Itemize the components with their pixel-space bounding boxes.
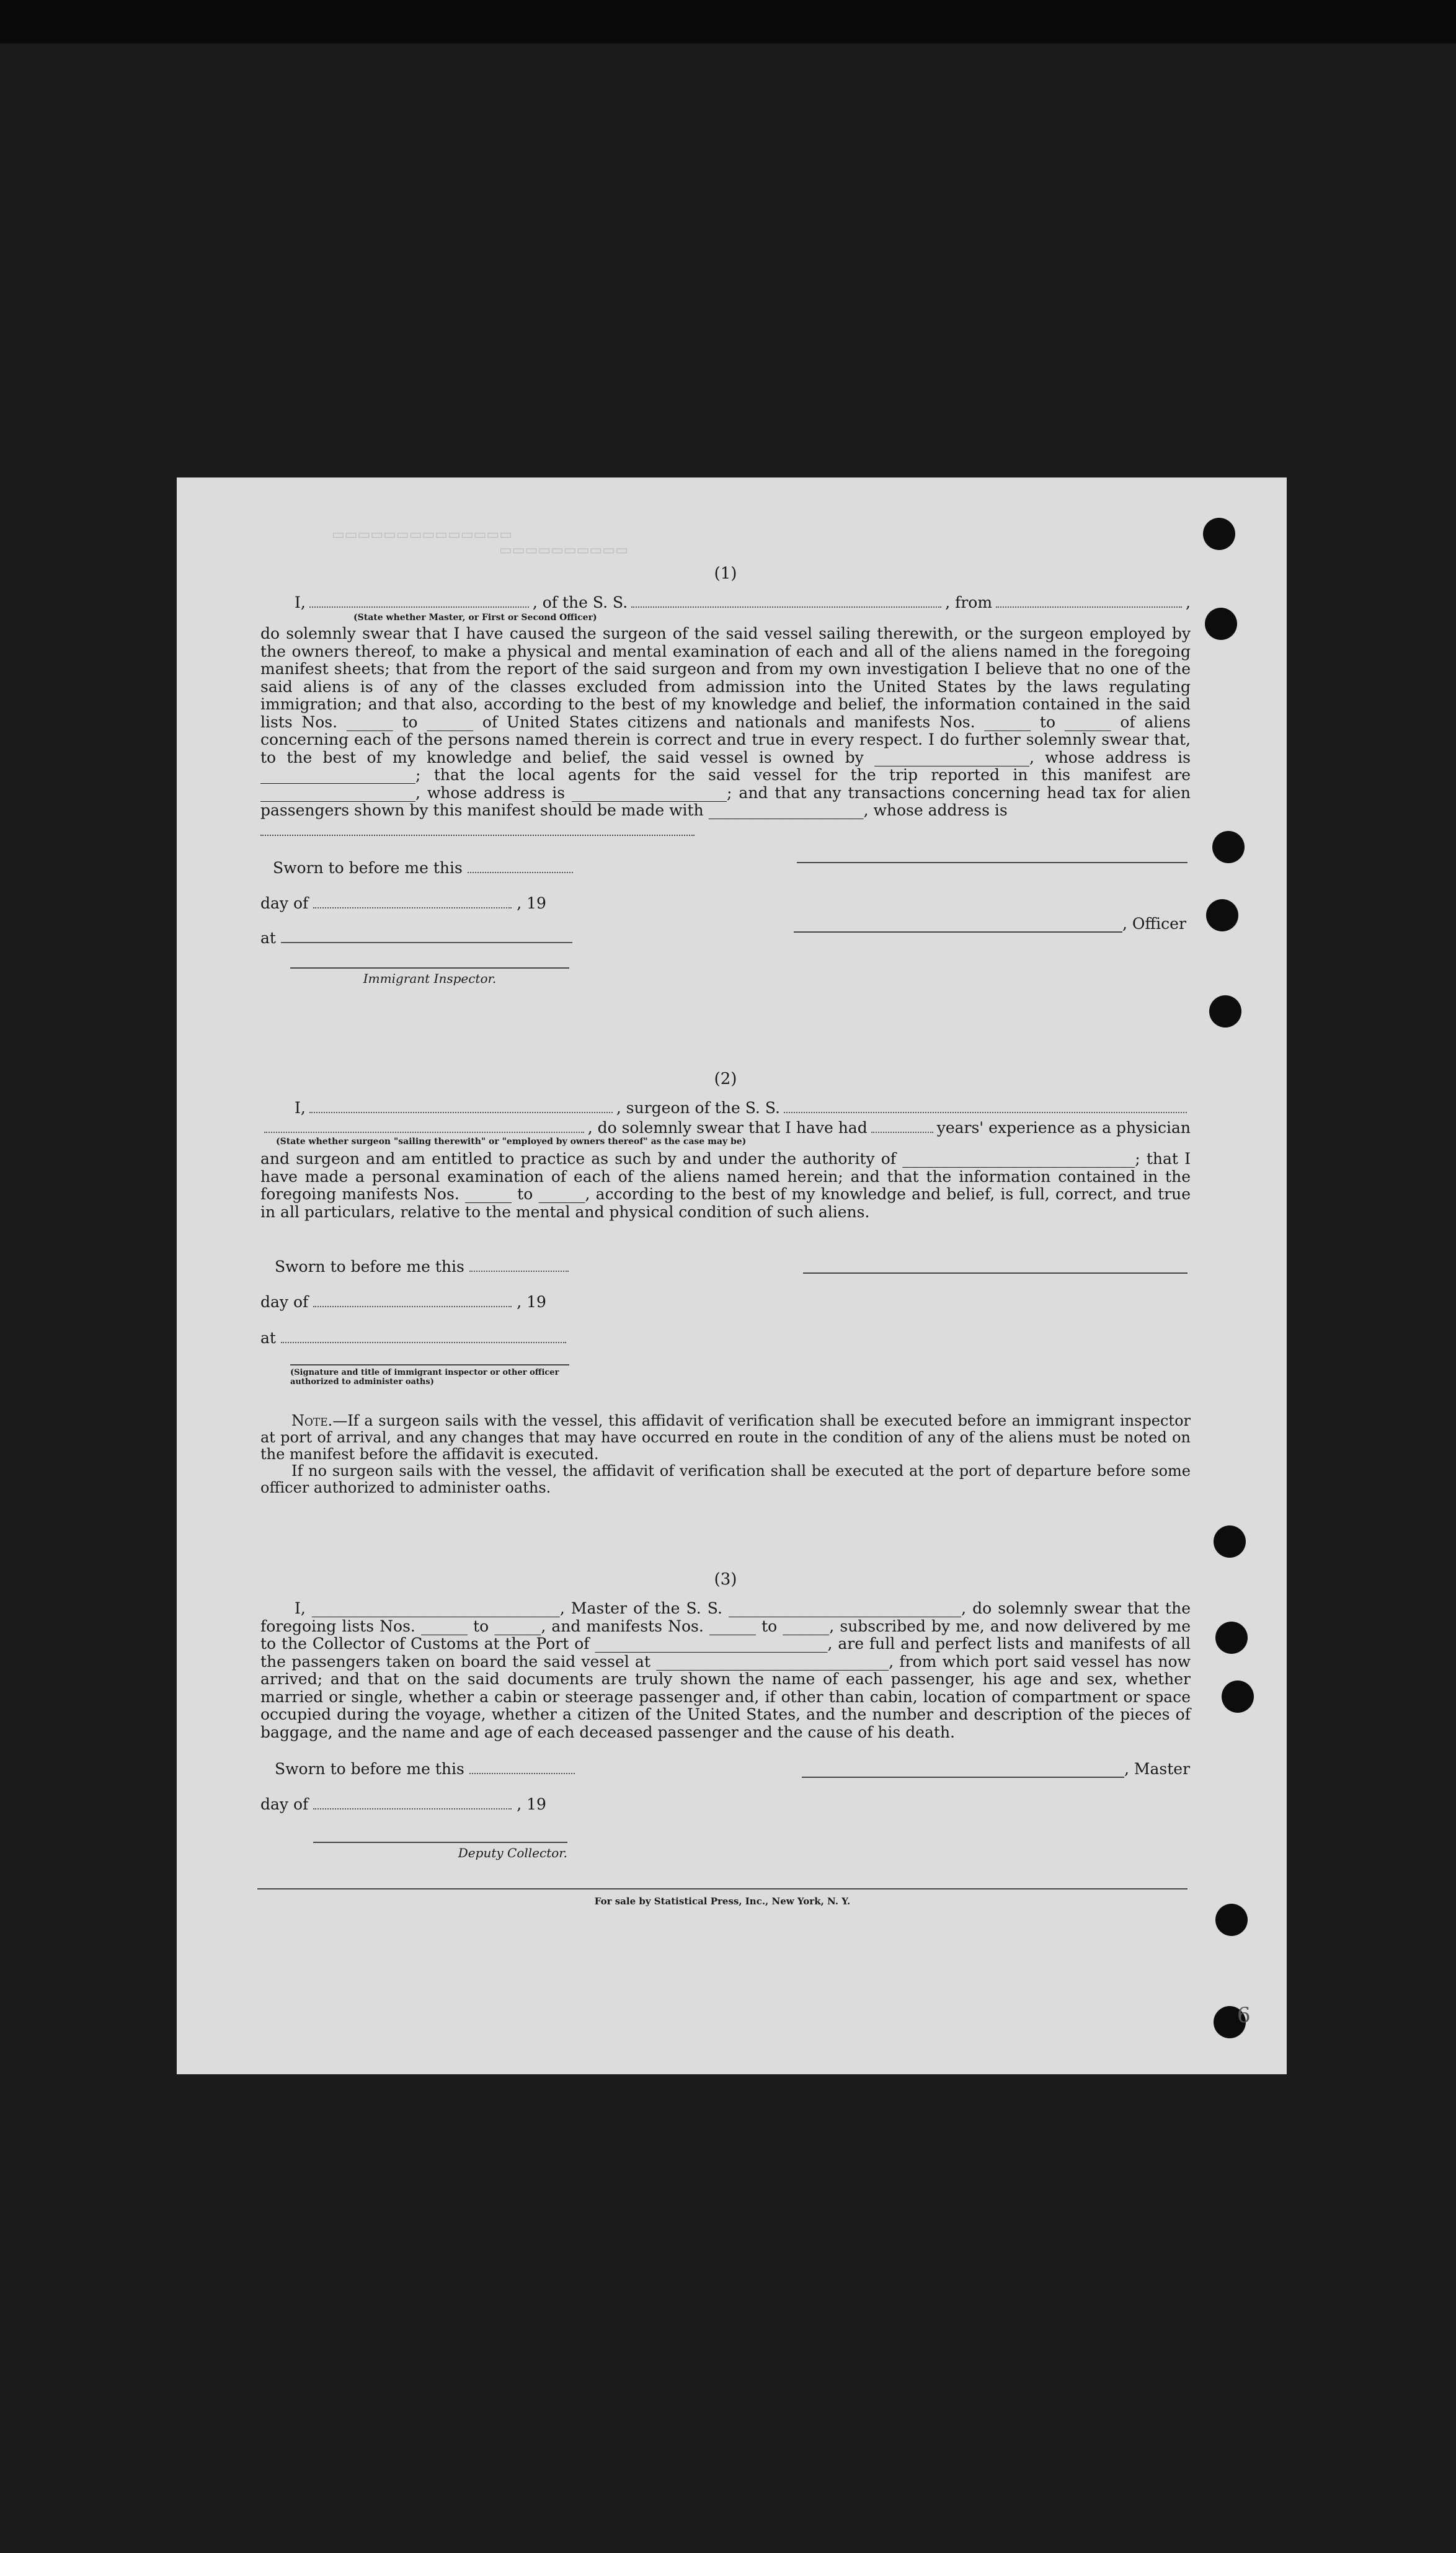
section-number: (1): [714, 564, 737, 583]
punch-hole: [1212, 831, 1245, 863]
at-row: at: [260, 1329, 566, 1347]
day-row: day of , 19: [260, 1293, 546, 1311]
officer-row: , Officer: [794, 915, 1186, 933]
section-1: [260, 564, 1191, 836]
inspector-block: Immigrant Inspector.: [290, 967, 569, 986]
at-field[interactable]: [281, 942, 572, 943]
day-row: day of , 19: [260, 1795, 546, 1813]
punch-hole: [1206, 899, 1238, 931]
day-field[interactable]: [313, 1306, 512, 1307]
at-field[interactable]: [281, 1342, 566, 1343]
collector-block: Deputy Collector.: [313, 1842, 567, 1860]
note-text-2: If no surgeon sails with the vessel, the affidavit of verification shall be executed at the port of departure before some officer authorized to administer oaths.: [260, 1462, 1191, 1496]
sworn-day-field[interactable]: [468, 872, 573, 873]
bleed-through: ▭▭▭▭▭▭▭▭▭▭▭▭▭▭: [332, 527, 513, 543]
day-field[interactable]: [313, 907, 512, 908]
section-3: [260, 1570, 1191, 1741]
punch-hole: [1222, 1681, 1254, 1713]
at-row: at: [260, 929, 572, 947]
bleed-through: ▭▭▭▭▭▭▭▭▭▭: [499, 543, 628, 558]
note-block: [260, 1413, 1191, 1496]
sworn-row: Sworn to before me this: [275, 1760, 575, 1778]
signature-line[interactable]: [797, 862, 1187, 863]
punch-hole: [1214, 1525, 1246, 1558]
printer-footer: For sale by Statistical Press, Inc., New York, N. Y.: [257, 1888, 1187, 1907]
section2-line2: , do solemnly swear that I have had years' experience as a physician: [260, 1119, 1191, 1137]
sworn-row: Sworn to before me this: [273, 859, 573, 877]
surgeon-type-field[interactable]: [264, 1132, 584, 1133]
surgeon-name-field[interactable]: [309, 1112, 613, 1113]
sworn-row: Sworn to before me this: [275, 1258, 569, 1276]
punch-hole: [1203, 518, 1235, 550]
punch-hole: [1215, 1622, 1248, 1654]
master-signature[interactable]: [802, 1777, 1124, 1778]
scanner-top-band: [0, 0, 1456, 43]
section2-line1: I, , surgeon of the S. S.: [260, 1099, 1191, 1117]
punch-hole: [1205, 608, 1237, 640]
name-field[interactable]: [309, 606, 529, 608]
collector-signature[interactable]: [313, 1842, 567, 1843]
surgeon-signature-line[interactable]: [803, 1272, 1187, 1274]
oath-paragraph: do solemnly swear that I have caused the surgeon of the said vessel sailing therewith, or the surgeon employed by the owners thereof, to make a physical and mental examination of each and all of the aliens named in the foregoing manifest sheets; that from the report of the said surgeon and from my own investigation I believe that no one of the said aliens is of any of the classes excluded from admission into the United States by the laws regulating immigration; and that also, according to the best of my knowledge and belief, the information contained in the said lists Nos. ______ to ______ of United States citizens and nationals and manifests Nos. ______ to ______ of aliens concerning each of the persons named therein is correct and true in every respect. I do further solemnly swear that, to the best of my knowledge and belief, the said vessel is owned by ____________________, whose address is ____________________; that the local agents for the said vessel for the trip reported in this manifest are ____________________, whose address is ____________________; and that any transactions concerning head tax for alien passengers shown by this manifest should be made with ____________________, whose address is: [260, 624, 1191, 819]
punch-hole: [1209, 995, 1241, 1028]
note-label: Note.: [291, 1412, 333, 1429]
officer-signature[interactable]: [794, 931, 1122, 933]
caption: (State whether Master, or First or Second Officer): [353, 613, 597, 623]
day-row: day of , 19: [260, 894, 546, 912]
sig-caption-block: (Signature and title of immigrant inspector or other officer authorized to administer oaths): [290, 1364, 569, 1387]
surgeon-paragraph: and surgeon and am entitled to practice as such by and under the authority of ______________________________; that I have made a personal examination of each of the aliens named herein; and that the information contained in the foregoing manifests Nos. ______ to ______, according to the best of my knowledge and belief, is full, correct, and true in all particulars, relative to the mental and physical condition of such aliens.: [260, 1150, 1191, 1221]
section-number: (3): [714, 1570, 737, 1589]
section-number: (2): [714, 1070, 737, 1088]
sworn-day-field[interactable]: [469, 1773, 575, 1774]
sworn-day-field[interactable]: [469, 1271, 569, 1272]
address-line[interactable]: [260, 835, 695, 836]
master-paragraph: I, ________________________________, Master of the S. S. ______________________________, do solemnly swear that the foregoing lists Nos. ______ to ______, and manifests Nos. ______ to ______, subscribed by me, and now delivered by me to the Collector of Customs at the Port of ______________________________, are full and perfect lists and manifests of all the passengers taken on board the said vessel at ______________________________, from which port said vessel has now arrived; and that on the said documents are truly shown the name of each passenger, his age and sex, whether married or single, whether a cabin or steerage passenger and, if other than cabin, location of compartment or space occupied during the voyage, whether a citizen of the United States, and the number and description of the pieces of baggage, and the name and age of each deceased passenger and the cause of his death.: [260, 1599, 1191, 1741]
margin-mark: 6: [1237, 2003, 1251, 2028]
note-text: —If a surgeon sails with the vessel, this affidavit of verification shall be executed before an immigrant inspector at port of arrival, and any changes that may have occurred en route in the condition of any of the aliens must be noted on the manifest before the affidavit is executed.: [260, 1412, 1191, 1463]
manifest-back-page: [177, 477, 1287, 2074]
vessel-field[interactable]: [631, 606, 941, 608]
section1-line1: I, , of the S. S. , from ,: [295, 593, 1191, 611]
section-2: [260, 1070, 1191, 1221]
master-row: , Master: [802, 1760, 1190, 1778]
caption: (State whether surgeon "sailing therewith" or "employed by owners thereof" as the case may be): [276, 1137, 747, 1147]
vessel-field[interactable]: [784, 1112, 1187, 1113]
day-field[interactable]: [313, 1808, 512, 1809]
punch-hole: [1215, 1904, 1248, 1936]
from-field[interactable]: [996, 606, 1182, 608]
years-field[interactable]: [871, 1132, 933, 1133]
